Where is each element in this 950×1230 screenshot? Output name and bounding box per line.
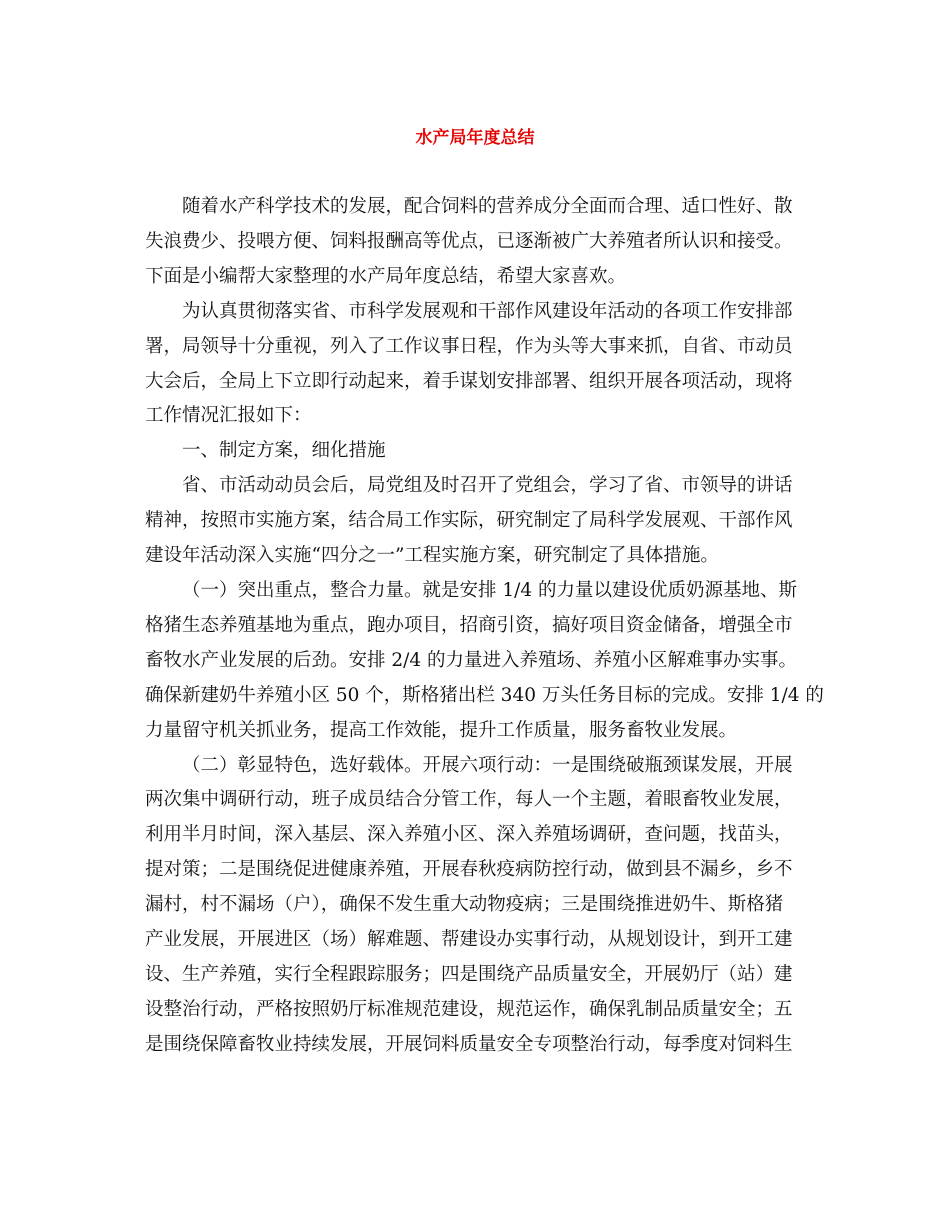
text-line: （二）彰显特色，选好载体。开展六项行动：一是围绕破瓶颈谋发展，开展: [182, 754, 793, 776]
section-heading: [145, 434, 805, 469]
text-line: 精神，按照市实施方案，结合局工作实际，研究制定了局科学发展观、干部作风: [145, 510, 793, 532]
text-line: 提对策；二是围绕促进健康养殖，开展春秋疫病防控行动，做到县不漏乡，乡不: [145, 859, 793, 881]
paragraph-intro: [145, 190, 805, 295]
text-line: 畜牧水产业发展的后劲。安排 2/4 的力量进入养殖场、养殖小区解难事办实事。: [145, 649, 798, 671]
document-title: 水产局年度总结: [415, 128, 535, 148]
text-line: 设、生产养殖，实行全程跟踪服务；四是围绕产品质量安全，开展奶厅（站）建: [145, 963, 793, 985]
text-line: 省、市活动动员会后，局党组及时召开了党组会，学习了省、市领导的讲话: [182, 475, 793, 497]
paragraph-focus: [145, 574, 824, 749]
text-line: 建设年活动深入实施“四分之一”工程实施方案，研究制定了具体措施。: [145, 545, 719, 567]
paragraph-background: [145, 295, 805, 435]
text-line: 为认真贯彻落实省、市科学发展观和干部作风建设年活动的各项工作安排部: [182, 300, 793, 322]
text-line: 漏村，村不漏场（户），确保不发生重大动物疫病；三是围绕推进奶牛、斯格猪: [145, 894, 784, 916]
paragraph-actions: [145, 749, 805, 1063]
paragraph-plan: [145, 469, 805, 574]
text-line: 设整治行动，严格按照奶厅标准规范建设，规范运作，确保乳制品质量安全；五: [145, 998, 793, 1020]
document-body: [145, 190, 824, 1063]
text-line: 确保新建奶牛养殖小区 50 个，斯格猪出栏 340 万头任务目标的完成。安排 1/4 的: [145, 684, 824, 706]
text-line: 大会后，全局上下立即行动起来，着手谋划安排部署、组织开展各项活动，现将: [145, 370, 793, 392]
text-line: 利用半月时间，深入基层、深入养殖小区、深入养殖场调研，查问题，找苗头，: [145, 824, 793, 846]
text-line: （一）突出重点，整合力量。就是安排 1/4 的力量以建设优质奶源基地、斯: [182, 579, 798, 601]
text-line: 工作情况汇报如下：: [145, 405, 312, 427]
text-line: 两次集中调研行动，班子成员结合分管工作，每人一个主题，着眼畜牧业发展，: [145, 789, 793, 811]
text-line: 一、制定方案，细化措施: [182, 440, 386, 462]
text-line: 随着水产科学技术的发展，配合饲料的营养成分全面而合理、适口性好、散: [182, 196, 793, 217]
text-line: 失浪费少、投喂方便、饲料报酬高等优点，已逐渐被广大养殖者所认识和接受。: [145, 230, 793, 252]
text-line: 力量留守机关抓业务，提高工作效能，提升工作质量，服务畜牧业发展。: [145, 719, 738, 741]
text-line: 署，局领导十分重视，列入了工作议事日程，作为头等大事来抓，自省、市动员: [145, 335, 793, 357]
text-line: 格猪生态养殖基地为重点，跑办项目，招商引资，搞好项目资金储备，增强全市: [145, 614, 793, 636]
text-line: 是围绕保障畜牧业持续发展，开展饲料质量安全专项整治行动，每季度对饲料生: [145, 1033, 793, 1055]
text-line: 产业发展，开展进区（场）解难题、帮建设办实事行动，从规划设计，到开工建: [145, 929, 793, 951]
text-line: 下面是小编帮大家整理的水产局年度总结，希望大家喜欢。: [145, 265, 627, 287]
